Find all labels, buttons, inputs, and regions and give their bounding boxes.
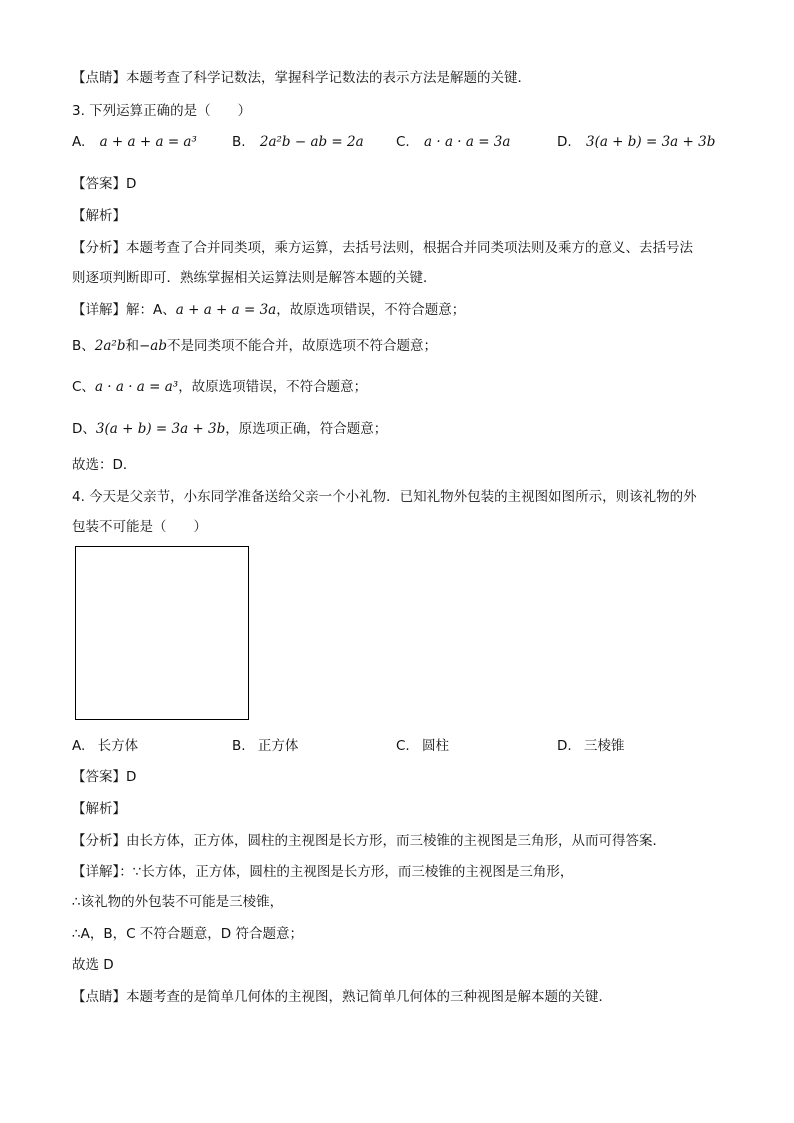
q3-option-b-expr: 2a²b − ab = 2a bbox=[259, 134, 364, 150]
q4-detail-2: ∴该礼物的外包装不可能是三棱锥， bbox=[72, 894, 284, 910]
q3-fenxi: 【分析】本题考查了合并同类项，乘方运算，去括号法则，根据合并同类项法则及乘方的意义、去括号法 bbox=[72, 240, 693, 256]
front-view-square bbox=[75, 546, 249, 720]
q3-detail-d-pre: D、 bbox=[72, 421, 96, 437]
q3-detail-b-expr1: 2a²b bbox=[94, 338, 126, 354]
q3-detail-b-expr2: −ab bbox=[138, 338, 167, 354]
q4-detail: 【详解】：∵长方体，正方体，圆柱的主视图是长方形，而三棱锥的主视图是三角形， bbox=[72, 864, 574, 880]
q3-option-c-label: C. bbox=[396, 134, 410, 150]
q3-option-c bbox=[396, 134, 510, 150]
q3-detail-a-pre: 【详解】解：A、 bbox=[72, 302, 176, 318]
q4-option-d-label: D. bbox=[557, 738, 572, 754]
q3-option-c-expr: a · a · a = 3a bbox=[424, 134, 511, 150]
q3-fenxi-2: 则逐项判断即可．熟练掌握相关运算法则是解答本题的关键． bbox=[72, 270, 437, 286]
q3-detail-c-post: ，故原选项错误，不符合题意； bbox=[178, 379, 368, 395]
prev-comment: 【点睛】本题考查了科学记数法，掌握科学记数法的表示方法是解题的关键． bbox=[72, 70, 531, 86]
q3-detail-d-expr: 3(a + b) = 3a + 3b bbox=[95, 421, 226, 437]
q4-option-b-label: B. bbox=[232, 738, 246, 754]
q4-analysis-title: 【解析】 bbox=[72, 801, 126, 817]
q4-answer: 【答案】D bbox=[72, 769, 137, 785]
q4-fenxi: 【分析】由长方体，正方体，圆柱的主视图是长方形，而三棱锥的主视图是三角形，从而可得答案． bbox=[72, 833, 666, 849]
q3-option-a-label: A. bbox=[72, 134, 86, 150]
q3-detail-d-post: ，原选项正确，符合题意； bbox=[225, 421, 388, 437]
q3-detail-a-expr: a + a + a = 3a bbox=[175, 302, 277, 318]
q4-choose: 故选 D bbox=[72, 957, 114, 973]
q4-option-d-text: 三棱锥 bbox=[583, 738, 625, 754]
q3-detail-b-post: 不是同类项不能合并，故原选项不符合题意； bbox=[166, 338, 437, 354]
q4-option-b-text: 正方体 bbox=[257, 738, 299, 754]
q3-detail-d bbox=[72, 417, 387, 437]
q3-detail-b-mid: 和 bbox=[125, 338, 139, 354]
q3-analysis-title: 【解析】 bbox=[72, 208, 126, 224]
q4-stem-1: 4. 今天是父亲节，小东同学准备送给父亲一个小礼物．已知礼物外包装的主视图如图所示，则该礼物的外 bbox=[72, 489, 697, 505]
q4-stem-2: 包装不可能是（ ） bbox=[72, 519, 207, 535]
q4-option-d bbox=[557, 734, 624, 754]
q3-option-a bbox=[72, 134, 197, 150]
q3-detail-b bbox=[72, 334, 437, 354]
q4-option-a bbox=[72, 734, 138, 754]
q3-choose: 故选：D． bbox=[72, 457, 137, 473]
q4-option-a-label: A. bbox=[72, 738, 86, 754]
q3-detail-c-expr: a · a · a = a³ bbox=[94, 379, 179, 395]
q4-option-b bbox=[232, 734, 298, 754]
q3-option-d-expr: 3(a + b) = 3a + 3b bbox=[585, 134, 716, 150]
q4-option-c-label: C. bbox=[396, 738, 410, 754]
q4-detail-3: ∴A，B，C 不符合题意，D 符合题意； bbox=[72, 926, 303, 942]
q3-detail-a-post: ，故原选项错误，不符合题意； bbox=[276, 302, 466, 318]
q3-detail-a bbox=[72, 298, 465, 318]
q3-option-b-label: B. bbox=[232, 134, 246, 150]
q4-comment: 【点睛】本题考查的是简单几何体的主视图，熟记简单几何体的三种视图是解本题的关键． bbox=[72, 989, 612, 1005]
q3-detail-c-pre: C、 bbox=[72, 379, 95, 395]
q3-stem: 3. 下列运算正确的是（ ） bbox=[72, 103, 252, 119]
q3-option-a-expr: a + a + a = a³ bbox=[99, 134, 197, 150]
q4-option-c bbox=[396, 734, 449, 754]
q3-answer: 【答案】D bbox=[72, 176, 137, 192]
q4-option-a-text: 长方体 bbox=[97, 738, 139, 754]
q3-option-b bbox=[232, 134, 364, 150]
q4-option-c-text: 圆柱 bbox=[422, 738, 450, 754]
q3-option-d bbox=[557, 134, 715, 150]
q3-detail-c bbox=[72, 375, 367, 395]
q3-option-d-label: D. bbox=[557, 134, 572, 150]
q3-detail-b-pre: B、 bbox=[72, 338, 95, 354]
